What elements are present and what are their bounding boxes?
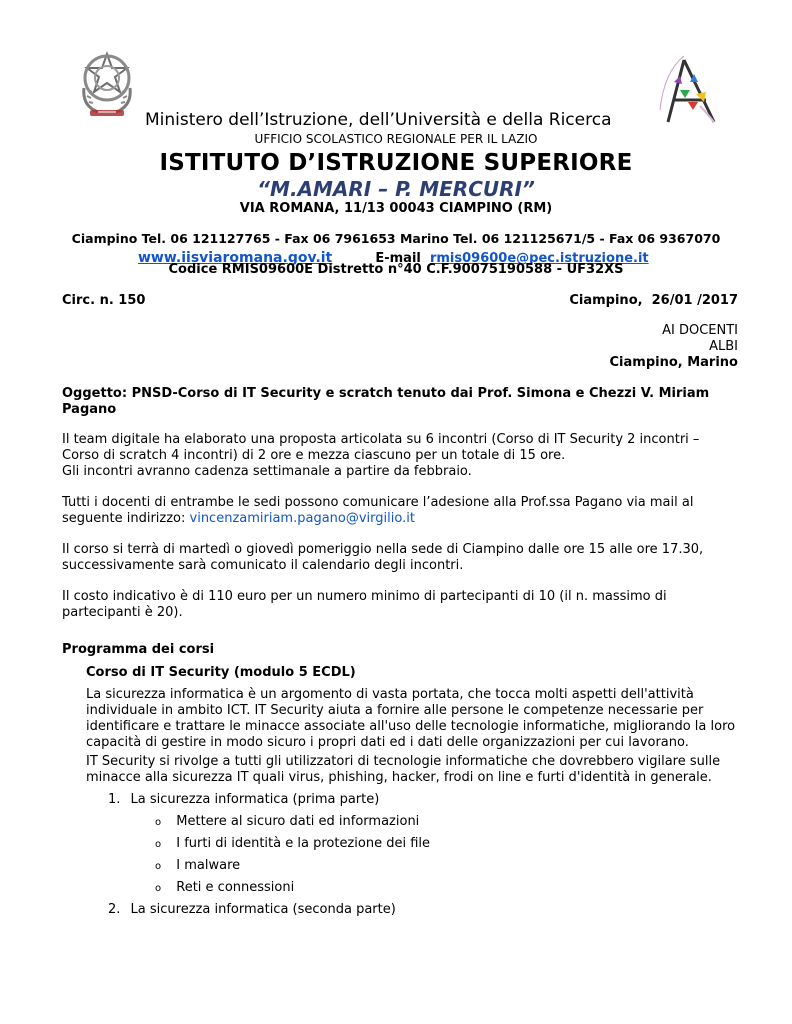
school-name-heading: “M.AMARI – P. MERCURI”: [257, 177, 535, 201]
pec-email-link[interactable]: rmis09600e@pec.istruzione.it: [429, 251, 649, 266]
website-link[interactable]: www.iisviaromana.gov.it: [138, 250, 333, 266]
list-label: La sicurezza informatica (seconda parte): [130, 902, 396, 917]
sub-list-item: [155, 836, 430, 853]
course-description-1: [86, 687, 735, 751]
text-line: Gli incontri avranno cadenza settimanale a partire da febbraio.: [62, 464, 472, 479]
text-line: partecipanti è 20).: [62, 605, 183, 620]
school-type-heading: ISTITUTO D’ISTRUZIONE SUPERIORE: [159, 150, 633, 176]
text-line: La sicurezza informatica è un argomento di vasta portata, che tocca molti aspetti dell'attività: [86, 687, 694, 702]
text-line: successivamente sarà comunicato il calendario degli incontri.: [62, 558, 464, 573]
course-description-2: [86, 754, 720, 786]
course-title: Corso di IT Security (modulo 5 ECDL): [86, 665, 356, 680]
circle-bullet-icon: o: [155, 883, 162, 894]
republic-emblem-logo: [76, 48, 138, 120]
recipients-line-1: AI DOCENTI: [662, 323, 738, 338]
text-line: Il corso si terrà di martedì o giovedì pomeriggio nella sede di Ciampino dalle ore 15 alle ore 17.30,: [62, 542, 704, 557]
circle-bullet-icon: o: [155, 817, 162, 828]
text-line: capacità di gestire in modo sicuro i propri dati ed i dati delle organizzazioni per cui lavorano.: [86, 735, 689, 750]
list-item: [108, 792, 379, 808]
body-paragraph-1: [62, 432, 699, 480]
text-line: Tutti i docenti di entrambe le sedi possono comunicare l’adesione alla Prof.ssa Pagano via mail al: [62, 495, 694, 510]
sub-list-label: Reti e connessioni: [176, 880, 295, 895]
list-number: 1.: [108, 792, 121, 807]
contact-email-link[interactable]: vincenzamiriam.pagano@virgilio.it: [189, 511, 415, 526]
sub-list-item: [155, 880, 294, 897]
school-address: VIA ROMANA, 11/13 00043 CIAMPINO (RM): [239, 201, 553, 216]
school-codes: Codice RMIS09600E Distretto n°40 C.F.90075190588 - UF32XS: [168, 262, 624, 277]
body-paragraph-4: [62, 589, 667, 621]
ministry-title: Ministero dell’Istruzione, dell’Università e della Ricerca: [145, 110, 612, 130]
text-prefix: seguente indirizzo:: [62, 511, 190, 526]
email-label: E-mail: [375, 251, 421, 266]
regional-office: UFFICIO SCOLASTICO REGIONALE PER IL LAZIO: [254, 132, 538, 146]
sub-list-label: Mettere al sicuro dati ed informazioni: [176, 814, 420, 829]
circular-number: Circ. n. 150: [62, 293, 146, 308]
text-line: minacce alla sicurezza IT quali virus, phishing, hacker, frodi on line e furti d'identità in generale.: [86, 770, 712, 785]
sub-list-label: I furti di identità e la protezione dei file: [176, 836, 430, 851]
program-title: Programma dei corsi: [62, 642, 215, 657]
list-label: La sicurezza informatica (prima parte): [130, 792, 380, 807]
sub-list-item: [155, 814, 419, 831]
place-date: Ciampino, 26/01 /2017: [569, 293, 738, 308]
text-line: Il costo indicativo è di 110 euro per un numero minimo di partecipanti di 10 (il n. massimo di: [62, 589, 667, 604]
subject-line-2: Pagano: [62, 402, 117, 417]
subject-line-1: Oggetto: PNSD-Corso di IT Security e scratch tenuto dai Prof. Simona e Chezzi V. Miriam: [62, 386, 710, 401]
circle-bullet-icon: o: [155, 861, 162, 872]
body-paragraph-2: [62, 495, 693, 527]
text-line: identificare e trattare le minacce associate all'uso delle tecnologie informatiche, migliorando la loro: [86, 719, 736, 734]
body-paragraph-3: [62, 542, 703, 574]
text-line: Il team digitale ha elaborato una proposta articolata su 6 incontri (Corso di IT Security 2 incontri –: [62, 432, 700, 447]
recipients-line-3: Ciampino, Marino: [609, 355, 738, 370]
text-line: IT Security si rivolge a tutti gli utilizzatori di tecnologie informatiche che dovrebbero vigilare sulle: [86, 754, 721, 769]
sub-list-item: [155, 858, 240, 875]
circle-bullet-icon: o: [155, 839, 162, 850]
school-contacts: Ciampino Tel. 06 121127765 - Fax 06 7961653 Marino Tel. 06 121125671/5 - Fax 06 9367070: [71, 231, 721, 246]
text-line: [62, 511, 693, 527]
text-line: individuale in ambito ICT. IT Security aiuta a fornire alle persone le competenze necessarie per: [86, 703, 704, 718]
school-logo: [644, 42, 724, 128]
text-line: Corso di scratch 4 incontri) di 2 ore e mezza ciascuno per un totale di 15 ore.: [62, 448, 566, 463]
recipients-line-2: ALBI: [709, 339, 738, 354]
sub-list-label: I malware: [176, 858, 241, 873]
list-item: [108, 902, 396, 918]
list-number: 2.: [108, 902, 121, 917]
